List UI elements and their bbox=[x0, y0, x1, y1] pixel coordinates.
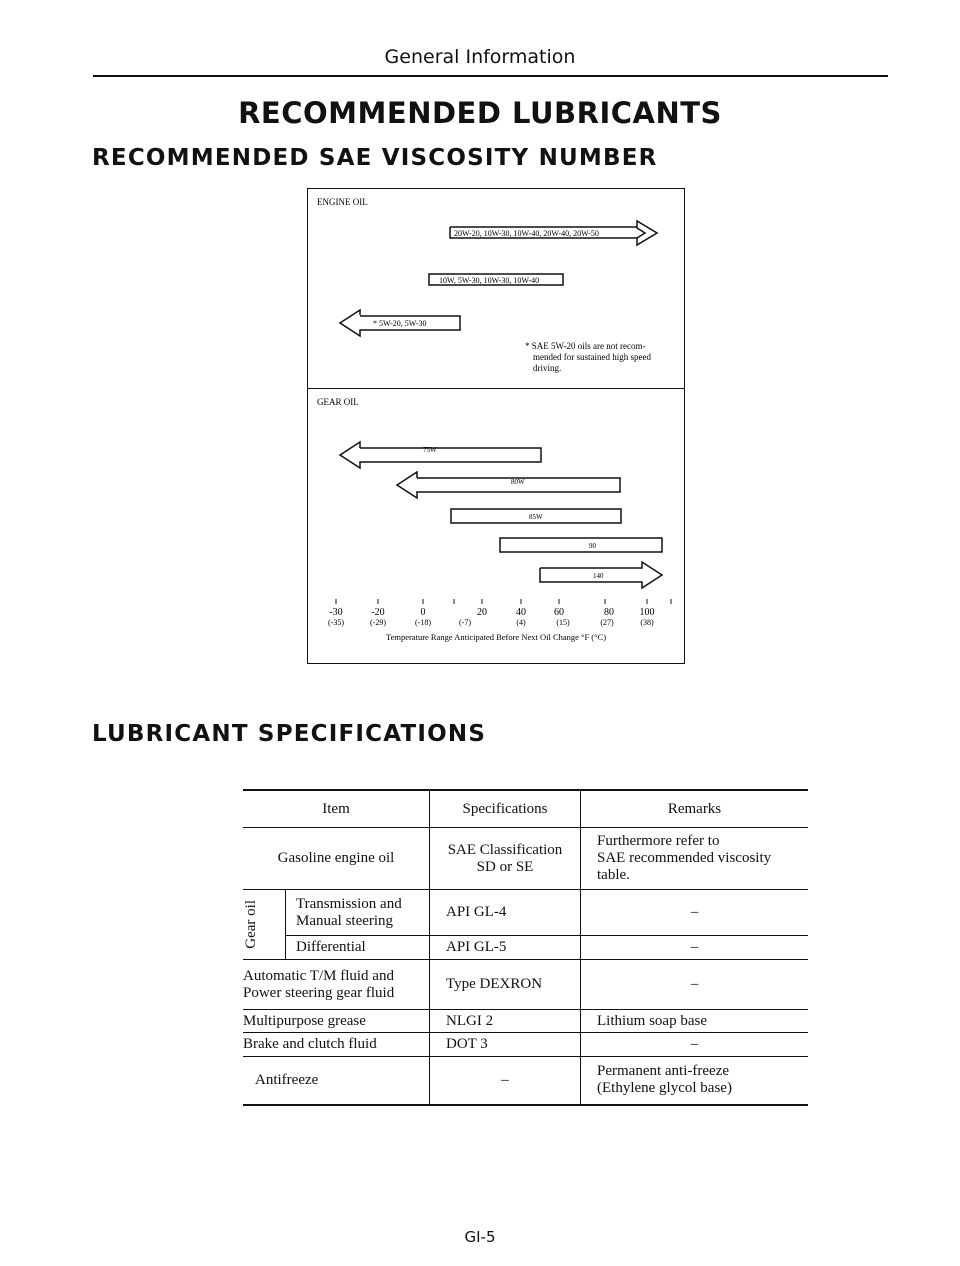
gear-oil-group-label: Gear oil bbox=[243, 900, 259, 949]
engine-bar-3-label: * 5W-20, 5W-30 bbox=[373, 319, 427, 328]
engine-bar-1 bbox=[450, 221, 657, 245]
running-header: General Information bbox=[384, 46, 576, 68]
temp-f-tick: 0 bbox=[420, 607, 426, 618]
cell-remark: – bbox=[581, 1033, 809, 1057]
gear-bar-80w bbox=[397, 472, 620, 498]
cell-item: Differential bbox=[286, 936, 430, 960]
gear-oil-label: GEAR OIL bbox=[317, 397, 359, 407]
temp-c-tick: (4) bbox=[516, 618, 526, 627]
cell-spec: SD or SE bbox=[476, 858, 534, 875]
table-row bbox=[243, 1057, 808, 1105]
column-header-item: Item bbox=[243, 790, 430, 828]
gear-bar-85w-label: 85W bbox=[529, 513, 543, 521]
footnote-line-1: * SAE 5W-20 oils are not recom- bbox=[525, 341, 646, 351]
footnote-line-3: driving. bbox=[533, 363, 562, 373]
cell-item: Automatic T/M fluid and bbox=[243, 967, 394, 984]
cell-remark: SAE recommended viscosity bbox=[597, 850, 772, 866]
temp-c-tick: (27) bbox=[600, 618, 614, 627]
engine-bar-2-label: 10W, 5W-30, 10W-30, 10W-40 bbox=[439, 276, 540, 285]
page-title: RECOMMENDED LUBRICANTS bbox=[238, 96, 722, 130]
temp-f-tick: 20 bbox=[477, 607, 487, 618]
gear-bar-140-label: 140 bbox=[593, 572, 604, 580]
cell-remark: Furthermore refer to bbox=[597, 833, 720, 849]
table-row bbox=[243, 936, 808, 960]
cell-item: Power steering gear fluid bbox=[243, 984, 395, 1001]
table-row bbox=[243, 960, 808, 1010]
table-row bbox=[243, 890, 808, 936]
gear-bar-85w bbox=[451, 509, 621, 523]
cell-spec: API GL-4 bbox=[430, 890, 581, 936]
section-heading-spec: LUBRICANT SPECIFICATIONS bbox=[92, 721, 487, 747]
cell-item: Multipurpose grease bbox=[243, 1010, 430, 1033]
gear-bar-90 bbox=[500, 538, 662, 552]
cell-item: Gasoline engine oil bbox=[277, 850, 395, 866]
temp-c-tick: (15) bbox=[556, 618, 570, 627]
header-rule bbox=[93, 75, 888, 77]
engine-bar-3 bbox=[340, 310, 460, 336]
temp-f-tick: -20 bbox=[371, 607, 385, 618]
table-row bbox=[243, 1033, 808, 1057]
temp-f-tick: 60 bbox=[554, 607, 564, 618]
cell-remark: – bbox=[581, 936, 809, 960]
cell-remark: Permanent anti-freeze bbox=[597, 1063, 730, 1080]
cell-item: Transmission and bbox=[296, 895, 402, 912]
cell-remark: (Ethylene glycol base) bbox=[597, 1080, 732, 1097]
cell-item: Brake and clutch fluid bbox=[243, 1033, 430, 1057]
gear-bar-90-label: 90 bbox=[589, 542, 596, 550]
page-number: GI-5 bbox=[464, 1228, 496, 1246]
cell-item: Antifreeze bbox=[243, 1057, 430, 1105]
viscosity-chart bbox=[307, 188, 685, 664]
temp-f-tick: 80 bbox=[604, 607, 614, 618]
temp-c-tick: (-29) bbox=[370, 618, 386, 627]
table-row bbox=[243, 1010, 808, 1033]
column-header-remarks: Remarks bbox=[581, 790, 809, 828]
temperature-axis bbox=[328, 599, 671, 642]
temp-c-tick: (-7) bbox=[459, 618, 471, 627]
temp-f-tick: 100 bbox=[639, 607, 655, 618]
table-header-row bbox=[243, 790, 808, 828]
axis-caption: Temperature Range Anticipated Before Next Oil Change °F (°C) bbox=[385, 632, 607, 642]
gear-bar-80w-label: 80W bbox=[511, 478, 525, 486]
cell-spec: SAE Classification bbox=[447, 841, 563, 858]
temp-c-tick: (38) bbox=[640, 618, 654, 627]
cell-spec: NLGI 2 bbox=[430, 1010, 581, 1033]
gear-bar-75w-label: 75W bbox=[423, 446, 437, 454]
gear-bar-75w bbox=[340, 442, 541, 468]
temp-c-tick: (-35) bbox=[328, 618, 344, 627]
cell-spec: Type DEXRON bbox=[430, 960, 581, 1010]
cell-remark: – bbox=[581, 890, 809, 936]
section-heading-sae: RECOMMENDED SAE VISCOSITY NUMBER bbox=[92, 145, 658, 171]
cell-remark: – bbox=[581, 960, 809, 1010]
cell-item: Manual steering bbox=[296, 912, 394, 929]
temp-c-tick: (-18) bbox=[415, 618, 431, 627]
lubricant-spec-table bbox=[243, 789, 808, 1106]
column-header-specifications: Specifications bbox=[430, 790, 581, 828]
cell-remark: table. bbox=[597, 867, 630, 883]
table-row bbox=[243, 828, 808, 890]
gear-bar-140 bbox=[540, 562, 662, 588]
temp-f-tick: -30 bbox=[329, 607, 343, 618]
engine-bar-1-label: 20W-20, 10W-30, 10W-40, 20W-40, 20W-50 bbox=[454, 229, 599, 238]
cell-spec: DOT 3 bbox=[430, 1033, 581, 1057]
cell-spec: API GL-5 bbox=[430, 936, 581, 960]
engine-bar-2 bbox=[429, 274, 563, 285]
cell-remark: Lithium soap base bbox=[581, 1010, 809, 1033]
footnote-line-2: mended for sustained high speed bbox=[533, 352, 651, 362]
cell-spec: – bbox=[430, 1057, 581, 1105]
temp-f-tick: 40 bbox=[516, 607, 526, 618]
engine-oil-label: ENGINE OIL bbox=[317, 197, 368, 207]
